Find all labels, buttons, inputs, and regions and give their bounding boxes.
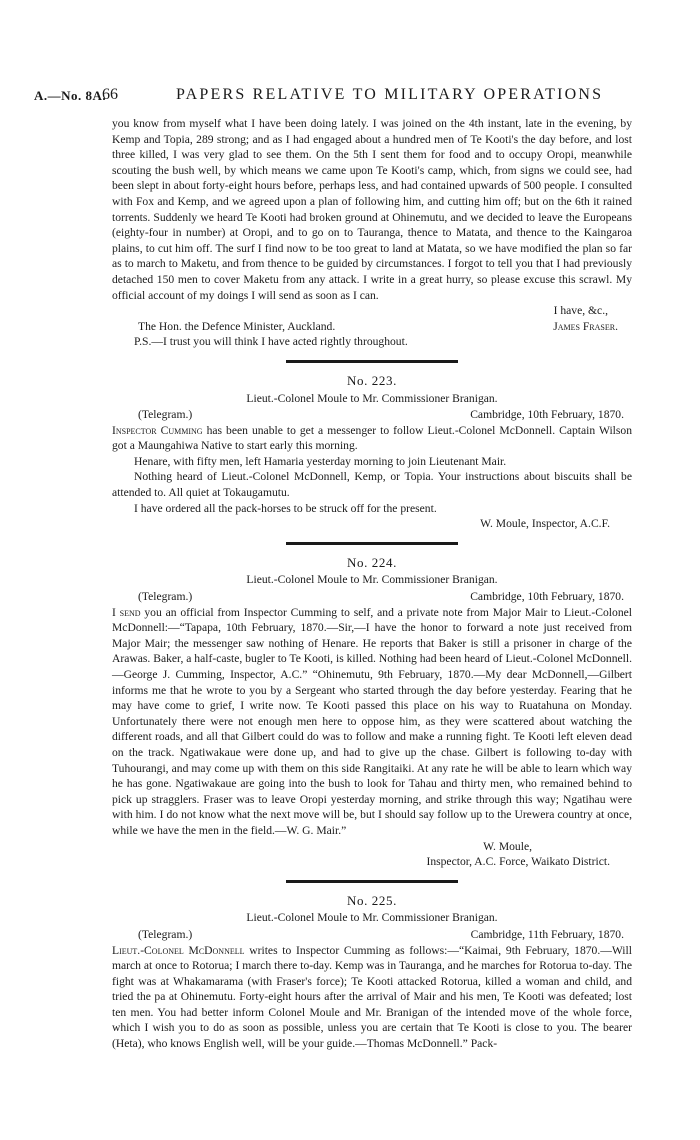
- place-date: Cambridge, 10th February, 1870.: [470, 590, 624, 604]
- signature-name: W. Moule,: [483, 839, 532, 853]
- section-heading: Lieut.-Colonel Moule to Mr. Commissioner Branigan.: [246, 573, 498, 587]
- letter-body: you know from myself what I have been doing lately. I was joined on the 4th instant, late in the evening, by Kemp and Topia, 289 strong; and as I had engaged about a hundred men of Te Kooti's the day before, and lost three killed, I was very glad to see them. On the 5th I sent them for food and to occupy Oropi, meanwhile scouting the bush well, by which means we came upon Te Kooti's camp, which, from signs we could see, had been slept in about forty-eight hours before, perhaps less, and had contained upwards of 500 people. I consulted with Fox and Kemp, and we agreed upon a plan of following him, and cutting him off; but on the 6th it rained torrents. Suddenly we heard Te Kooti had broken ground at Ohinemutu, and we decided to leave the Europeans (eighty-four in number) at Oropi, and to go on to Tauranga, thence to Matata, and thence to the Kaingaroa plains, to cut him off. The surf I find now to be too great to land at Matata, so we have modified the plan so far as to march to Maketu, and from thence to be guided by circumstances. I forgot to tell you that I had previously detached 150 men to cover Maketu from any attack. I write in a great hurry, so please excuse this scrawl. My official account of my doings I will send as soon as I can.: [112, 117, 632, 302]
- section-heading: Lieut.-Colonel Moule to Mr. Commissioner Branigan.: [246, 911, 498, 925]
- telegram-label: (Telegram.): [138, 927, 193, 941]
- telegram-line: [112, 589, 632, 605]
- signature: W. Moule, Inspector, A.C.F.: [480, 517, 610, 531]
- section-224: [112, 555, 632, 870]
- section-divider: [286, 880, 458, 883]
- paper-reference: A.—No. 8A.: [34, 88, 107, 103]
- place-date: Cambridge, 11th February, 1870.: [470, 927, 624, 941]
- section-225: [112, 893, 632, 1052]
- paragraph: writes to Inspector Cumming as follows:—“Kaimai, 9th February, 1870.—Will march at once to Rotorua; I march there to-day. Kemp was in Tauranga, and he marches for Rotorua to-day. The fight was at Whakamarama (with Fraser's force); Te Kooti attacked Rotorua, killed a woman and child, and tried the pa at Ohinemutu. Forty-eight hours after the arrival of Mair and his men, Te Kooti was defeated; lost ten men. You had better inform Colonel Moule and Mr. Branigan of the intended move of the whole force, which I wish you to do as soon as possible, unless you are certain that Te Kooti is close to you. The bearer (Heta), who knows English well, will be your guide.—Thomas McDonnell.” Pack-: [112, 943, 632, 1051]
- letter-addressee: The Hon. the Defence Minister, Auckland.: [138, 319, 336, 333]
- section-divider: [286, 360, 458, 363]
- paragraph: has been unable to get a messenger to follow Lieut.-Colonel McDonnell. Captain Wilson got a Maungahiwa Native to start early this morning.: [112, 423, 632, 453]
- lead-words: Lieut.-Colonel McDonnell: [112, 943, 245, 957]
- telegram-label: (Telegram.): [138, 408, 193, 422]
- section-divider: [286, 542, 458, 545]
- telegram-line: [112, 927, 632, 943]
- letter-postscript: P.S.—I trust you will think I have acted rightly throughout.: [134, 335, 408, 349]
- section-number: No. 223.: [347, 372, 397, 388]
- section-number: No. 224.: [347, 554, 397, 570]
- paragraph: I have ordered all the pack-horses to be struck off for the present.: [134, 501, 437, 515]
- paragraph: Nothing heard of Lieut.-Colonel McDonnell, Kemp, or Topia. Your instructions about biscuits shall be attended to. All quiet at Tokaugamutu.: [112, 470, 632, 500]
- section-heading: Lieut.-Colonel Moule to Mr. Commissioner Branigan.: [246, 391, 498, 405]
- section-number: No. 225.: [347, 892, 397, 908]
- place-date: Cambridge, 10th February, 1870.: [470, 408, 624, 422]
- paragraph: Henare, with fifty men, left Hamaria yesterday morning to join Lieutenant Mair.: [134, 454, 507, 468]
- letter-closing: I have, &c.,: [553, 304, 608, 318]
- letter-address-row: [112, 319, 632, 335]
- telegram-label: (Telegram.): [138, 590, 193, 604]
- signature-title: Inspector, A.C. Force, Waikato District.: [426, 855, 610, 869]
- letter-signature: James Fraser.: [553, 319, 618, 333]
- page-number: 66: [102, 86, 118, 103]
- lead-words: I send: [112, 605, 141, 619]
- running-header: [0, 86, 700, 110]
- paragraph: you an official from Inspector Cumming to self, and a private note from Major Mair to Lieut.-Colonel McDonnell:—“Tapapa, 10th February, 1870.—Sir,—I have the honor to forward a note just received from Major Mair; the messenger saw nothing of Henare. He reports that Baker is still a prisoner in charge of the Arawas. Baker, a half-caste, bugler to Te Kooti, is killed. Nothing had been heard of Lieut.-Colonel McDonnell. —George J. Cumming, Inspector, A.C.” “Ohinemutu, 9th February, 1870.—My dear McDonnell,—Gilbert informs me that he wrote to you by a Sergeant who started through the day before yesterday. Fearing that he may have come to grief, I write now. Te Kooti passed this place on his way to Ruatahuna on Monday. Unfortunately there were not enough men here to oppose him, as they were scattered about watching the different roads, and all that Gilbert could do was to follow and make a running fight. Te Kooti left eleven dead on the track. Ngatiwakaue were done up, and had to give up the chase. Gilbert is following to-day with Tuhourangi, and may come up with them on this side Rangitaiki. At any rate he will be able to learn which way he has gone. Ngatiwakaue are going into the bush to look for Tahau and thirty men, who remained behind to pick up stragglers. Fraser was to leave Oropi yesterday morning, and strike through this way; Ngatihau were with him. I do not know what the next move will be, but I should say follow up to the Urewera country at once, while we have the men in the field.—W. G. Mair.”: [112, 605, 632, 837]
- telegram-line: [112, 407, 632, 423]
- page-title: PAPERS RELATIVE TO MILITARY OPERATIONS: [176, 86, 604, 103]
- text-column: [112, 116, 632, 1052]
- section-223: [112, 373, 632, 532]
- lead-words: Inspector Cumming: [112, 423, 203, 437]
